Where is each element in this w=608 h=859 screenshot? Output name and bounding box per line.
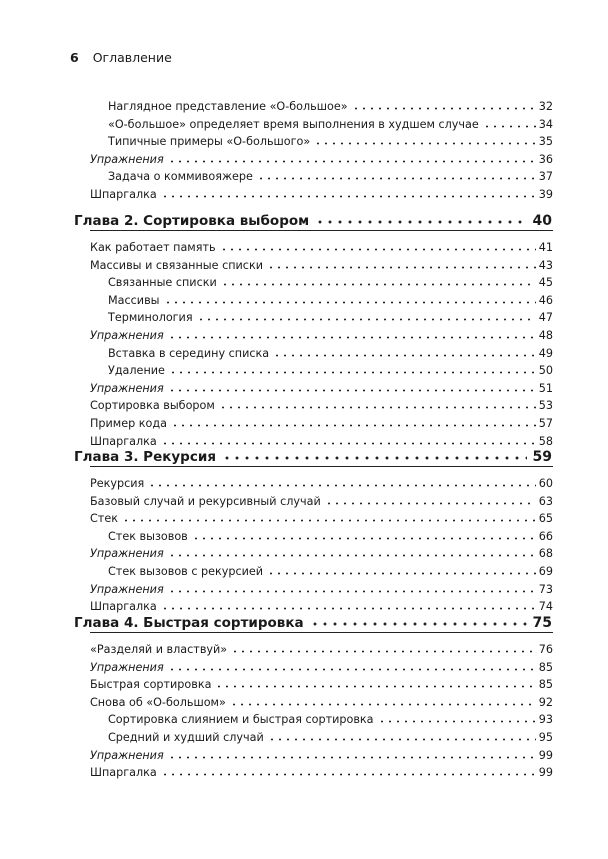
toc-entry-page-number: 45: [538, 276, 553, 290]
toc-entry-page-number: 92: [538, 695, 553, 709]
leader-dots: [221, 283, 536, 286]
toc-entry[interactable]: [0, 324, 608, 342]
toc-entry[interactable]: [0, 165, 608, 183]
toc-entry[interactable]: [0, 578, 608, 596]
leader-dots: [168, 668, 536, 671]
toc-entry[interactable]: [0, 673, 608, 691]
toc-entry-title: Шпаргалка: [90, 434, 157, 448]
toc-entry-title: Сортировка выбором: [90, 399, 215, 413]
toc-entry[interactable]: [0, 271, 608, 289]
toc-entry-title: Массивы: [108, 293, 160, 307]
toc-entry-title: Удаление: [108, 364, 165, 378]
toc-entry[interactable]: [0, 377, 608, 395]
leader-dots: [268, 738, 536, 741]
leader-dots: [169, 371, 536, 374]
toc-entry[interactable]: [0, 359, 608, 377]
toc-entry[interactable]: [0, 726, 608, 744]
leader-dots: [314, 142, 536, 145]
toc-entry-title: «О-большое» определяет время выполнения в худшем случае: [108, 117, 479, 131]
toc-entry[interactable]: [0, 130, 608, 148]
toc-entry-page-number: 99: [538, 766, 553, 780]
toc-entry[interactable]: [0, 289, 608, 307]
toc-entry-page-number: 99: [538, 748, 553, 762]
toc-entry[interactable]: [0, 656, 608, 674]
leader-dots: [197, 318, 536, 321]
toc-entry-title: Стек: [90, 512, 118, 526]
chapter-rule: [90, 632, 553, 633]
leader-dots: [325, 502, 536, 505]
leader-dots: [168, 389, 536, 392]
chapter-page-number: 75: [532, 615, 552, 631]
toc-entry-page-number: 48: [538, 329, 553, 342]
page-number: 6: [70, 50, 79, 65]
leader-dots: [219, 406, 536, 409]
toc-entry[interactable]: [0, 254, 608, 272]
toc-entry-page-number: 51: [538, 381, 553, 395]
chapter-rule: [90, 230, 553, 231]
toc-entry-title: Рекурсия: [90, 477, 145, 490]
toc-entry-title: Сортировка слиянием и быстрая сортировка: [108, 713, 374, 727]
toc-entry[interactable]: [0, 394, 608, 412]
toc-entry[interactable]: [0, 744, 608, 762]
toc-entry-title: Упражнения: [90, 547, 164, 561]
toc-entry-page-number: 74: [538, 600, 553, 614]
toc-entry[interactable]: [0, 490, 608, 508]
leader-dots: [273, 354, 536, 357]
toc-entry-title: «Разделяй и властвуй»: [90, 643, 228, 656]
leader-dots: [161, 195, 536, 198]
leader-dots: [168, 756, 536, 759]
toc-entry-title: Упражнения: [90, 329, 164, 342]
leader-dots: [220, 248, 536, 251]
toc-entry-title: Связанные списки: [108, 276, 217, 290]
toc-entry-page-number: 76: [538, 643, 553, 656]
leader-dots: [483, 125, 536, 128]
toc-entry[interactable]: [0, 183, 608, 201]
leader-dots: [168, 160, 536, 163]
toc-entry-title: Средний и худший случай: [108, 731, 264, 744]
toc-entry[interactable]: [0, 306, 608, 324]
leader-dots: [231, 650, 536, 653]
leader-dots: [257, 177, 536, 180]
toc-entry-page-number: 73: [538, 582, 553, 596]
toc-entry[interactable]: [0, 525, 608, 543]
leader-dots: [267, 266, 536, 269]
toc-entry-title: Типичные примеры «О-большого»: [108, 135, 311, 149]
leader-dots: [352, 107, 536, 110]
leader-dots: [168, 336, 536, 339]
toc-entry-title: Шпаргалка: [90, 766, 157, 780]
toc-entry-title: Быстрая сортировка: [90, 678, 212, 692]
leader-dots: [378, 720, 536, 723]
toc-entry-title: Стек вызовов: [108, 529, 188, 543]
toc-entry-page-number: 50: [538, 364, 553, 378]
toc-entry-page-number: 57: [538, 417, 553, 430]
leader-dots: [168, 590, 536, 593]
toc-entry[interactable]: [0, 560, 608, 578]
toc-entry-title: Вставка в середину списка: [108, 346, 270, 360]
toc-entry-page-number: 95: [538, 731, 553, 744]
leader-dots: [310, 622, 527, 626]
toc-entry[interactable]: [0, 95, 608, 113]
running-title: Оглавление: [92, 50, 172, 65]
toc-entry[interactable]: [0, 542, 608, 560]
toc-entry-title: Задача о коммивояжере: [108, 170, 253, 184]
toc-entry-page-number: 60: [538, 477, 553, 490]
toc-entry-title: Шпаргалка: [90, 600, 157, 614]
leader-dots: [168, 554, 536, 557]
toc-entry-page-number: 47: [538, 311, 553, 325]
toc-entry-page-number: 58: [538, 434, 553, 448]
toc-entry-title: Упражнения: [90, 660, 164, 674]
toc-entry-title: Терминология: [108, 311, 193, 325]
toc-entry-page-number: 37: [538, 170, 553, 184]
toc-entry[interactable]: [0, 236, 608, 254]
toc-entry-page-number: 66: [538, 529, 553, 543]
toc-entry-page-number: 85: [538, 678, 553, 692]
toc-entry[interactable]: [0, 708, 608, 726]
leader-dots: [192, 537, 536, 540]
toc-entry-page-number: 65: [538, 512, 553, 526]
toc-entry-page-number: 53: [538, 399, 553, 413]
toc-entry-page-number: 49: [538, 346, 553, 360]
chapter-heading[interactable]: [0, 606, 608, 630]
leader-dots: [315, 220, 526, 224]
toc-entry-title: Упражнения: [90, 582, 164, 596]
toc-entry-page-number: 36: [538, 152, 553, 166]
chapter-title: Глава 4. Быстрая сортировка: [74, 615, 304, 631]
leader-dots: [171, 424, 536, 427]
toc-entry-title: Массивы и связанные списки: [90, 258, 263, 272]
toc-entry[interactable]: [0, 472, 608, 490]
toc-entry-title: Шпаргалка: [90, 188, 157, 201]
toc-entry-title: Снова об «О-большом»: [90, 695, 226, 709]
toc-entry-page-number: 68: [538, 547, 553, 561]
toc-entry[interactable]: [0, 148, 608, 166]
toc-entry-page-number: 63: [538, 494, 553, 508]
leader-dots: [222, 456, 527, 460]
chapter-rule: [90, 466, 553, 467]
chapter-heading[interactable]: [0, 204, 608, 228]
toc-entry-page-number: 93: [538, 713, 553, 727]
toc-entry-page-number: 85: [538, 660, 553, 674]
leader-dots: [215, 685, 535, 688]
running-header: [70, 50, 172, 65]
toc-entry-title: Базовый случай и рекурсивный случай: [90, 494, 321, 508]
toc-entry[interactable]: [0, 507, 608, 525]
toc-entry-title: Упражнения: [90, 381, 164, 395]
toc-entry[interactable]: [0, 638, 608, 656]
toc-entry-title: Наглядное представление «О-большое»: [108, 100, 348, 113]
leader-dots: [230, 703, 536, 706]
toc-entry-title: Упражнения: [90, 152, 164, 166]
toc-entry-title: Упражнения: [90, 748, 164, 762]
leader-dots: [148, 484, 535, 487]
toc-entry-title: Пример кода: [90, 417, 167, 430]
toc-entry-page-number: 41: [538, 241, 553, 254]
toc-entry[interactable]: [0, 412, 608, 430]
toc-entry-page-number: 35: [538, 135, 553, 149]
chapter-title: Глава 3. Рекурсия: [74, 449, 216, 465]
toc-entry-page-number: 46: [538, 293, 553, 307]
toc-entry[interactable]: [0, 113, 608, 131]
leader-dots: [164, 301, 536, 304]
chapter-page-number: 59: [532, 449, 552, 465]
toc-entry-page-number: 43: [538, 258, 553, 272]
leader-dots: [267, 572, 536, 575]
chapter-heading[interactable]: [0, 440, 608, 464]
toc-entry-page-number: 34: [538, 117, 553, 131]
toc-entry-page-number: 32: [538, 100, 553, 113]
toc-entry-title: Стек вызовов с рекурсией: [108, 565, 264, 578]
toc-entry[interactable]: [0, 761, 608, 779]
leader-dots: [122, 519, 536, 522]
chapter-page-number: 40: [532, 213, 552, 229]
toc-entry-page-number: 69: [538, 565, 553, 578]
toc-entry-page-number: 39: [538, 188, 553, 201]
toc-entry-title: Как работает память: [90, 241, 216, 254]
toc-entry[interactable]: [0, 691, 608, 709]
toc-entry[interactable]: [0, 342, 608, 360]
chapter-title: Глава 2. Сортировка выбором: [74, 213, 310, 229]
leader-dots: [161, 773, 536, 776]
